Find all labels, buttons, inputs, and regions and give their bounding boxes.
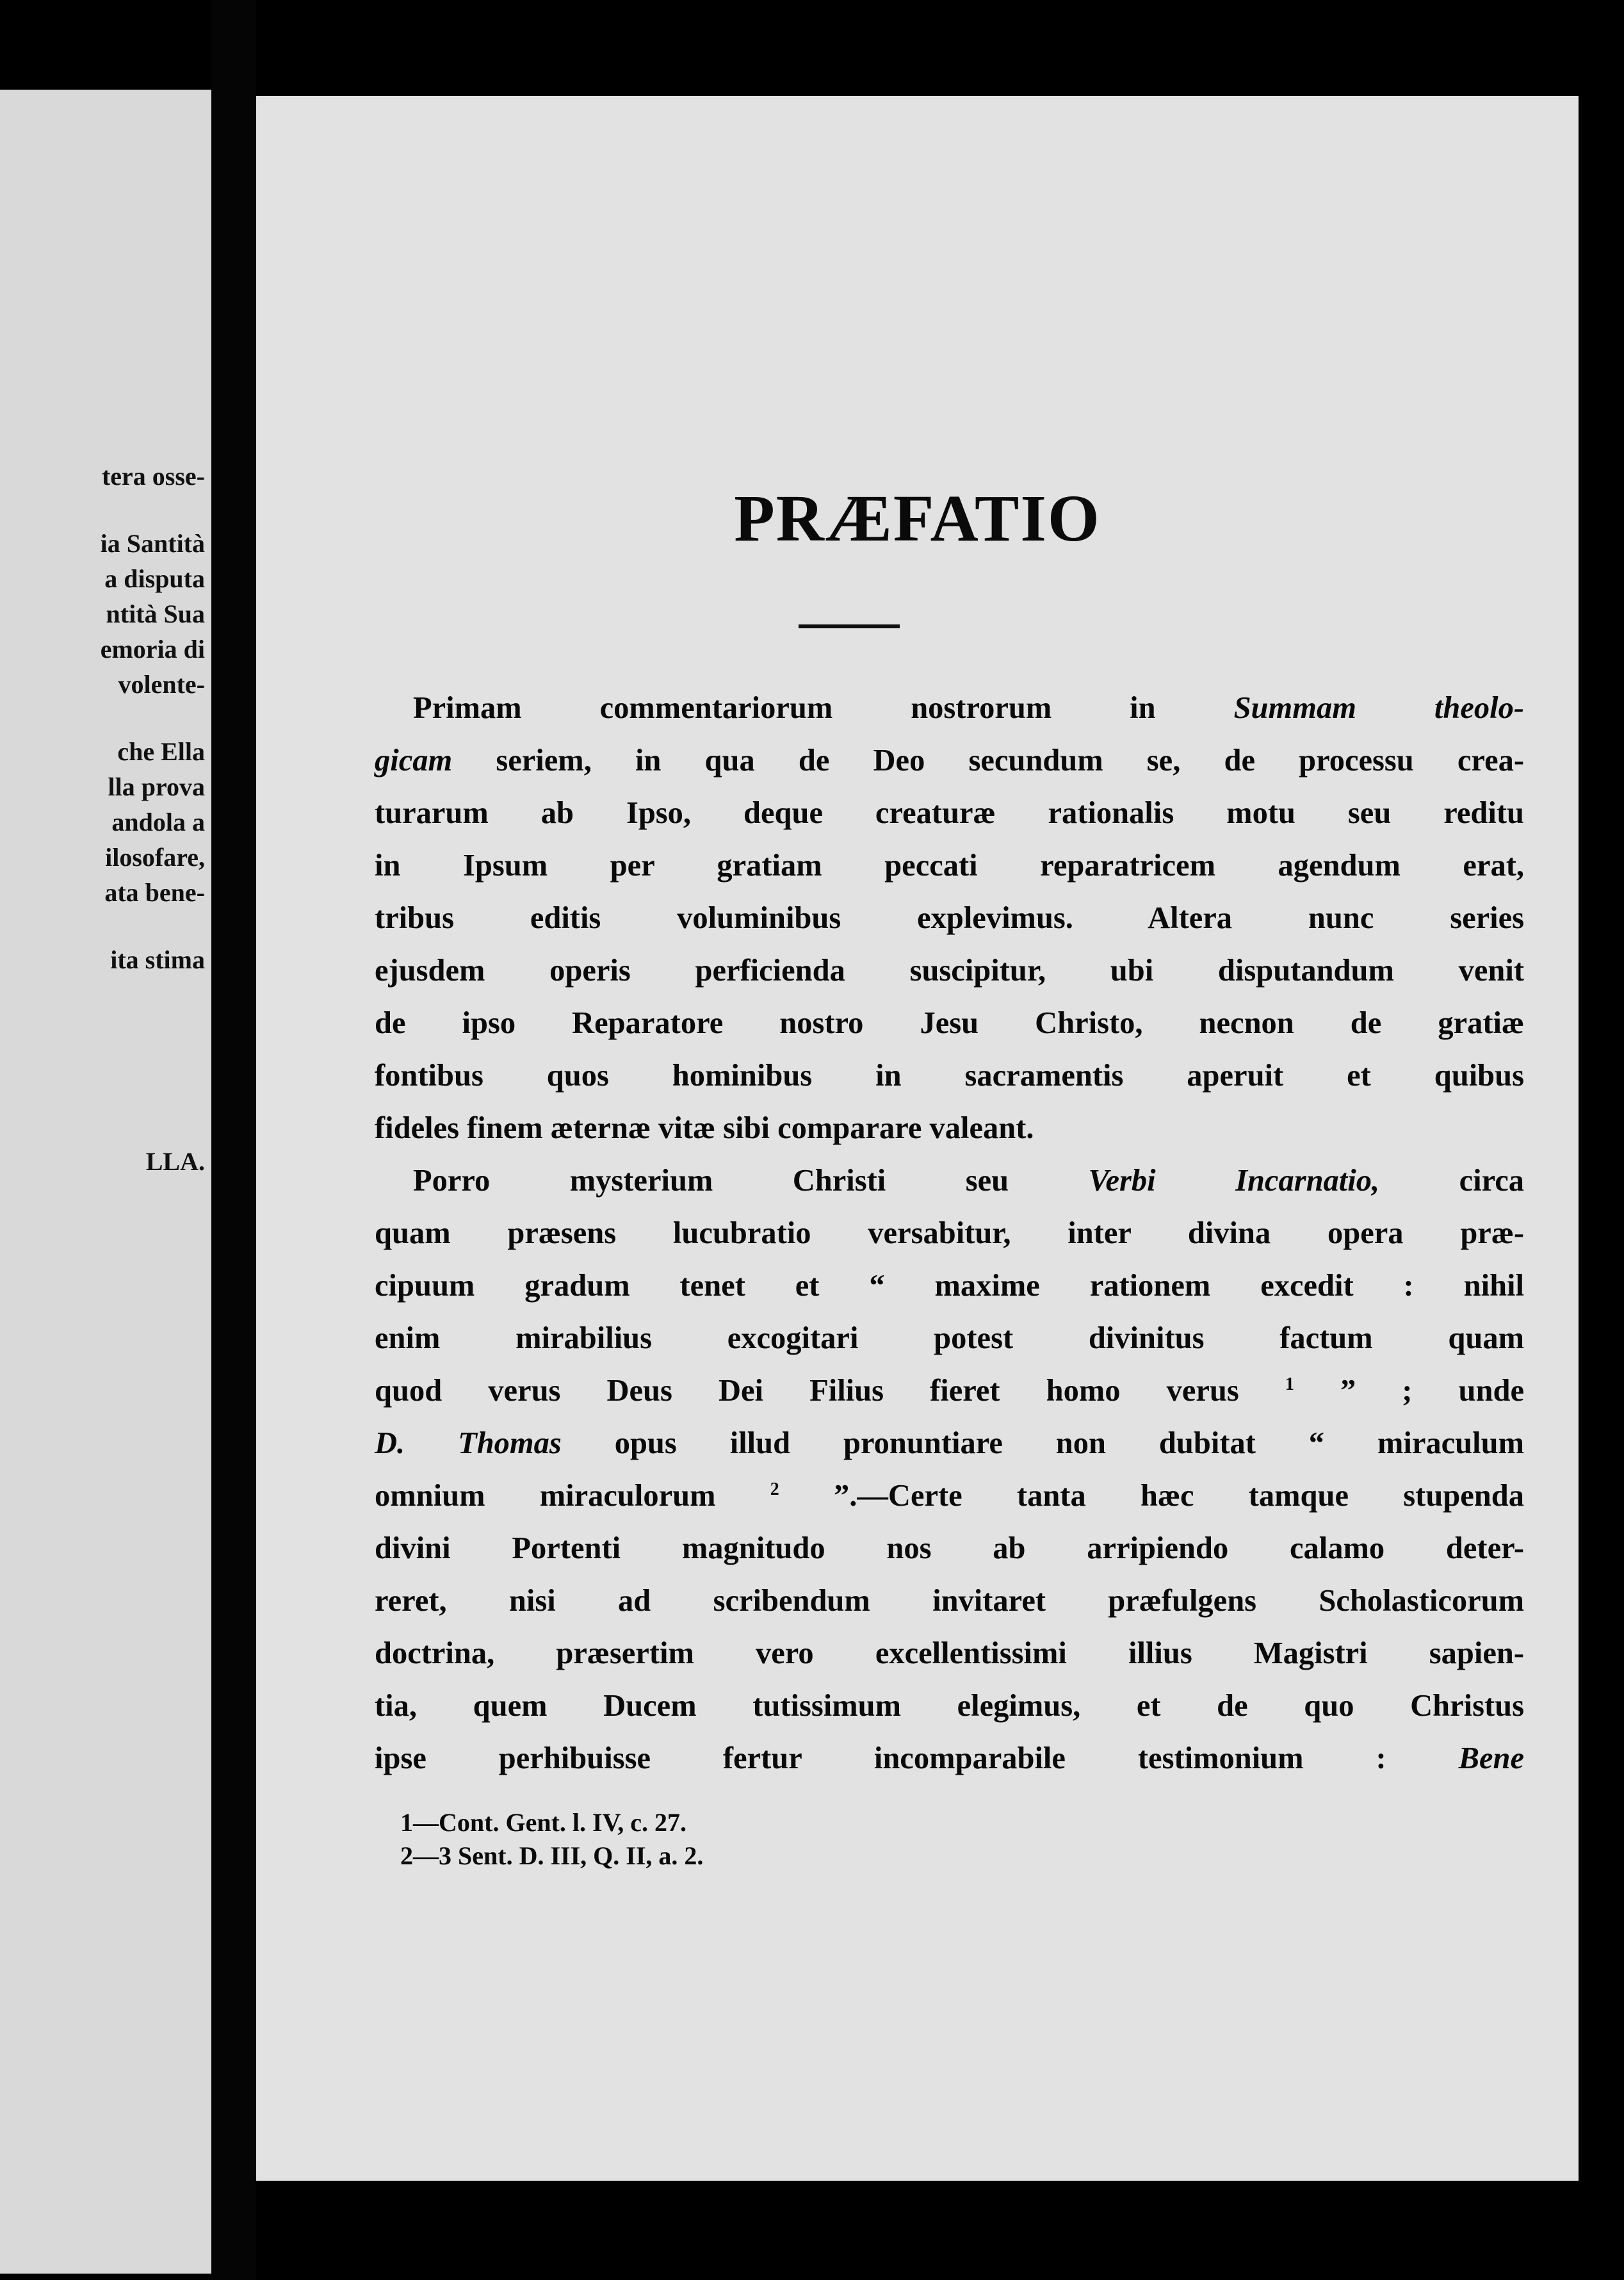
text-segment: ejusdem operis perficienda suscipitur, ubi disputandum venit [375,954,1524,988]
text-line [375,1627,1524,1680]
text-line [375,1575,1524,1627]
text-segment: seriem, in qua de Deo secundum se, de processu crea- [452,744,1524,778]
main-page [256,96,1579,2181]
text-segment: quam præsens lucubratio versabitur, inter divina opera præ- [375,1216,1524,1250]
text-segment: fontibus quos hominibus in sacramentis aperuit et quibus [375,1059,1524,1093]
text-line [375,1680,1524,1732]
text-line [375,735,1524,787]
left-page-line: ata bene- [104,878,205,907]
text-segment: in Ipsum per gratiam peccati reparatricem agendum erat, [375,849,1524,883]
text-line [375,1732,1524,1785]
footnote: 1—Cont. Gent. l. IV, c. 27. [400,1808,687,1837]
text-segment: cipuum gradum tenet et “ maxime rationem excedit : nihil [375,1269,1524,1303]
book-spine [211,0,256,2280]
text-segment: turarum ab Ipso, deque creaturæ rationalis motu seu reditu [375,796,1524,830]
left-page-line: lla prova [108,772,205,801]
text-segment: Summam theolo- [1233,691,1524,725]
text-line [375,840,1524,892]
text-segment: reret, nisi ad scribendum invitaret præfulgens Scholasticorum [375,1584,1524,1618]
text-segment: Verbi Incarnatio, [1088,1164,1380,1198]
text-segment: tia, quem Ducem tutissimum elegimus, et de quo Christus [375,1689,1524,1723]
left-page-line: a disputa [104,564,205,593]
title-divider [799,624,900,628]
text-segment: ” ; unde [1294,1374,1524,1408]
left-facing-page [0,90,211,2274]
left-page-line: emoria di [100,635,205,664]
text-segment: Porro mysterium Christi seu [413,1164,1089,1198]
body-text [375,682,1524,1785]
left-page-line: che Ella [117,737,205,766]
text-line [375,682,1524,735]
text-segment: circa [1379,1164,1524,1198]
text-line [375,1207,1524,1260]
text-segment: fideles finem æternæ vitæ sibi comparare valeant. [375,1111,1034,1145]
text-segment: enim mirabilius excogitari potest divinitus factum quam [375,1321,1524,1355]
text-line [375,945,1524,997]
text-segment: Primam commentariorum nostrorum in [413,691,1234,725]
text-segment: omnium miraculorum [375,1479,770,1513]
left-page-line: ilosofare, [105,843,205,872]
text-line [375,1470,1524,1522]
text-line [375,787,1524,840]
text-line [375,892,1524,945]
text-line [375,1102,1524,1155]
text-line [375,1312,1524,1365]
left-page-line: tera osse- [101,462,205,491]
left-page-line: ia Santità [100,529,205,558]
text-line [375,997,1524,1050]
left-page-line: ntità Sua [106,599,205,628]
footnotes [400,1806,703,1873]
text-segment: opus illud pronuntiare non dubitat “ miraculum [561,1426,1524,1460]
text-segment: ”.—Certe tanta hæc tamque stupenda [779,1479,1524,1513]
left-page-line: volente- [118,670,205,699]
text-segment: Bene [1458,1741,1524,1775]
text-segment: quod verus Deus Dei Filius fieret homo verus [375,1374,1285,1408]
page-title: PRÆFATIO [734,482,1101,555]
left-page-line: andola a [111,808,205,836]
text-segment: de ipso Reparatore nostro Jesu Christo, necnon de gratiæ [375,1006,1524,1040]
text-line [375,1050,1524,1102]
footnote-marker: 2 [770,1479,779,1499]
text-line [375,1365,1524,1417]
text-segment: tribus editis voluminibus explevimus. Altera nunc series [375,901,1524,935]
left-page-line: LLA. [145,1147,205,1176]
text-line [375,1417,1524,1470]
footnote: 2—3 Sent. D. III, Q. II, a. 2. [400,1841,704,1870]
text-line [375,1522,1524,1575]
left-page-line: ita stima [110,945,205,974]
text-segment: D. Thomas [375,1426,562,1460]
text-segment: doctrina, præsertim vero excellentissimi illius Magistri sapien- [375,1636,1524,1670]
text-line [375,1155,1524,1207]
text-segment: gicam [375,744,453,778]
footnote-marker: 1 [1285,1374,1294,1394]
text-segment: ipse perhibuisse fertur incomparabile testimonium : [375,1741,1459,1775]
text-line [375,1260,1524,1312]
text-segment: divini Portenti magnitudo nos ab arripiendo calamo deter- [375,1531,1524,1565]
